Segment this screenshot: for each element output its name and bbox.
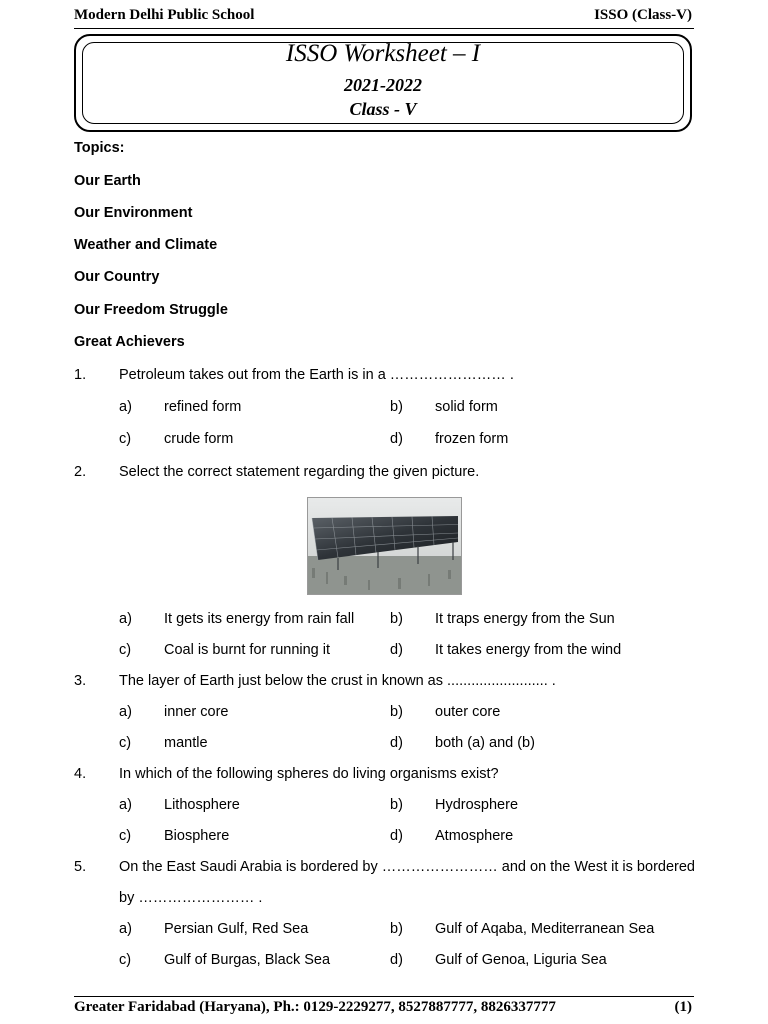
question-text: Petroleum takes out from the Earth is in a …………………… . [119, 367, 514, 383]
option-label: a) [119, 704, 132, 720]
question-number: 4. [74, 766, 87, 782]
option-text: Lithosphere [164, 797, 240, 813]
option-label: a) [119, 797, 132, 813]
question-text: The layer of Earth just below the crust in known as ......................... . [119, 673, 556, 689]
option-label: d) [390, 431, 403, 447]
option-text: Coal is burnt for running it [164, 642, 331, 658]
option-label: b) [390, 921, 403, 937]
option-label: b) [390, 399, 403, 415]
question-number: 3. [74, 673, 87, 689]
option-text: Persian Gulf, Red Sea [164, 921, 309, 937]
option-label: c) [119, 735, 132, 751]
exam-name: ISSO (Class-V) [594, 7, 692, 23]
header-rule [74, 28, 694, 29]
option-label: b) [390, 611, 403, 627]
option-text: Gulf of Genoa, Liguria Sea [435, 952, 607, 968]
page-number: (1) [674, 999, 692, 1015]
option-text: It gets its energy from rain fall [164, 611, 355, 627]
option-label: a) [119, 611, 132, 627]
question-text: In which of the following spheres do living organisms exist? [119, 766, 499, 782]
option-text: Atmosphere [435, 828, 514, 844]
topic-item: Our Earth [74, 173, 141, 189]
option-label: a) [119, 399, 132, 415]
solar-panel-illustration [308, 498, 461, 594]
option-text: It traps energy from the Sun [435, 611, 615, 627]
option-text: refined form [164, 399, 242, 415]
question-text: On the East Saudi Arabia is bordered by …………………… and on the West it is bordered [119, 859, 695, 875]
topic-item: Our Country [74, 269, 160, 285]
question-text: Select the correct statement regarding the given picture. [119, 464, 480, 480]
option-label: d) [390, 828, 403, 844]
academic-year: 2021-2022 [344, 75, 422, 95]
option-text: both (a) and (b) [435, 735, 535, 751]
option-text: It takes energy from the wind [435, 642, 622, 658]
option-label: c) [119, 642, 132, 658]
solar-panel-picture [307, 497, 462, 595]
topic-item: Our Freedom Struggle [74, 302, 228, 318]
school-name: Modern Delhi Public School [74, 7, 255, 23]
option-label: d) [390, 735, 403, 751]
option-text: Gulf of Aqaba, Mediterranean Sea [435, 921, 655, 937]
option-label: b) [390, 797, 403, 813]
option-label: d) [390, 642, 403, 658]
class-label: Class - V [349, 99, 417, 119]
question-text-continued: by …………………… . [119, 890, 263, 906]
option-label: b) [390, 704, 403, 720]
option-text: frozen form [435, 431, 509, 447]
option-text: Gulf of Burgas, Black Sea [164, 952, 331, 968]
option-label: a) [119, 921, 132, 937]
option-text: inner core [164, 704, 229, 720]
option-text: crude form [164, 431, 234, 447]
footer-address: Greater Faridabad (Haryana), Ph.: 0129-2229277, 8527887777, 8826337777 [74, 999, 556, 1015]
option-text: solid form [435, 399, 498, 415]
worksheet-title: ISSO Worksheet – I [285, 40, 481, 67]
topic-item: Weather and Climate [74, 237, 218, 253]
option-label: d) [390, 952, 403, 968]
topics-heading: Topics: [74, 140, 125, 156]
option-text: outer core [435, 704, 501, 720]
option-text: Biosphere [164, 828, 230, 844]
question-number: 1. [74, 367, 87, 383]
question-number: 5. [74, 859, 87, 875]
footer-rule [74, 996, 694, 997]
question-number: 2. [74, 464, 87, 480]
topic-item: Great Achievers [74, 334, 185, 350]
option-label: c) [119, 431, 132, 447]
option-label: c) [119, 828, 132, 844]
option-text: mantle [164, 735, 208, 751]
option-label: c) [119, 952, 132, 968]
option-text: Hydrosphere [435, 797, 519, 813]
topic-item: Our Environment [74, 205, 193, 221]
